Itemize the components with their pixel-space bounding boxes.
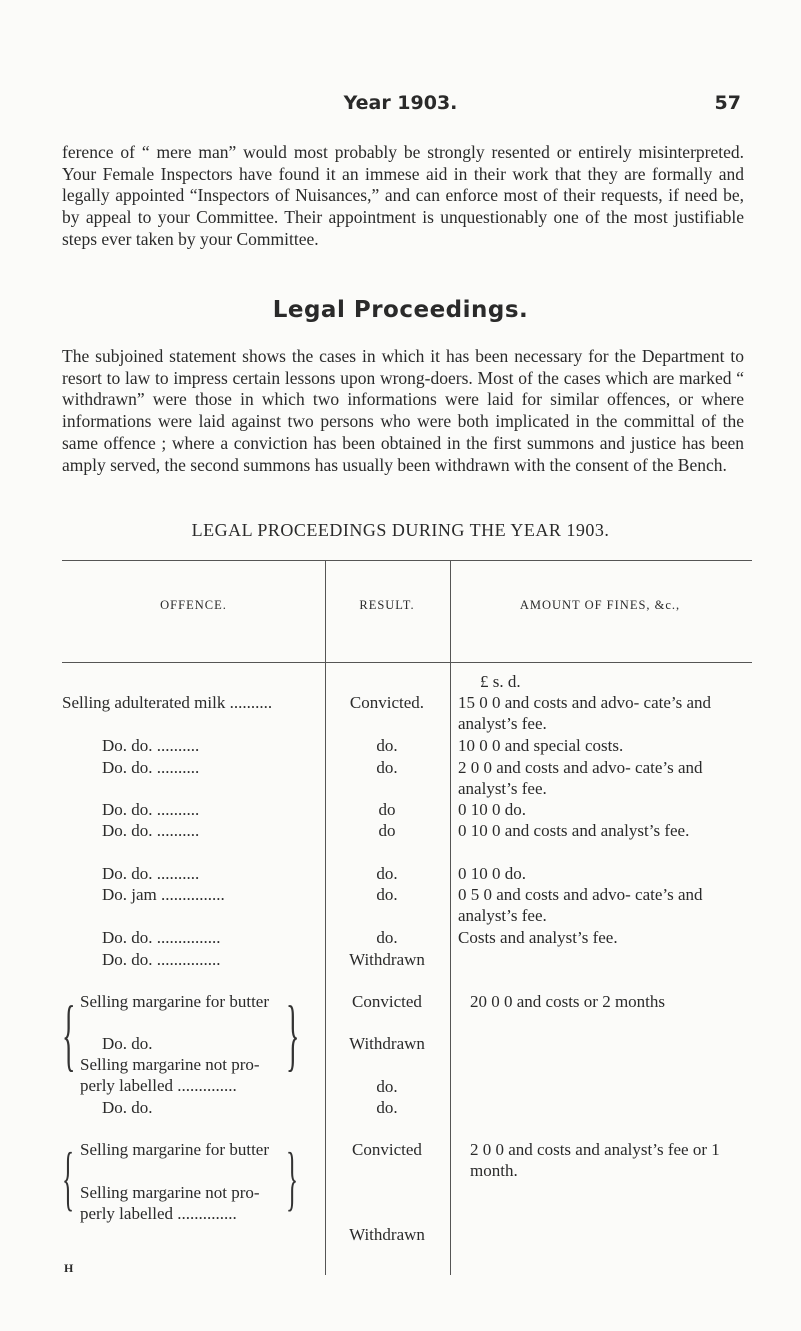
table-row-offence: Do. do. .......... (102, 758, 200, 777)
column-divider (325, 560, 326, 1275)
table-row-result: Withdrawn (349, 1034, 425, 1053)
table-row-amount: 20 0 0 and costs or 2 months (470, 992, 666, 1011)
table-row-result: Convicted (352, 992, 422, 1011)
table-row-result: do. (376, 928, 398, 947)
table-top-rule (62, 560, 752, 561)
left-brace: { (62, 991, 76, 1079)
section-heading: Legal Proceedings. (272, 297, 529, 323)
section-paragraph: The subjoined statement shows the cases in which it has been necessary for the Department to resort to law to impress certain lessons upon wrong-doers. Most of the cases which are marked “ withdrawn” were those in which two informations were laid for similar offences, or where informations were laid against two persons who were both implicated in the committal of the same offence ; where a conviction has been obtained in the first summons and justice has been amply served, the second summons has usually been withdrawn with the consent of the Bench. (62, 346, 744, 475)
header-amount: AMOUNT OF FINES, &c., (519, 598, 681, 612)
table-row-result: do. (376, 885, 398, 904)
table-row-amount: 10 0 0 and special costs. (458, 736, 624, 755)
table-row-offence: Do. do. .......... (102, 800, 200, 819)
table-row-amount: Costs and analyst’s fee. (458, 928, 618, 947)
table-row-offence: Selling margarine not pro- perly labelled .............. (80, 1183, 260, 1223)
table-row-result: do. (376, 864, 398, 883)
right-brace: } (286, 991, 300, 1079)
right-brace: } (286, 1138, 299, 1218)
header-offence: OFFENCE. (160, 598, 227, 612)
running-head (0, 92, 801, 122)
table-row-offence: Do. do. ............... (102, 928, 221, 947)
table-row-amount: 0 10 0 and costs and analyst’s fee. (458, 821, 690, 840)
table-row-offence: Do. do. (102, 1098, 153, 1117)
column-divider (450, 560, 451, 1275)
table-row-result: do (378, 800, 396, 819)
table-row-amount: 2 0 0 and costs and advo- cate’s and analyst’s fee. (458, 758, 703, 798)
table-row-result: Convicted (352, 1140, 422, 1159)
intro-paragraph: ference of “ mere man” would most probably be strongly resented or entirely misinterpreted. Your Female Inspectors have found it an immese aid in their work that they are formally and legally appointed “Inspectors of Nuisances,” and can enforce most of their requests, if need be, by appeal to your Committee. Their appointment is unquestionably one of the most justifiable steps ever taken by your Committee. (62, 142, 744, 249)
table-row-result: Withdrawn (349, 950, 425, 969)
signature-mark: H (64, 1261, 74, 1275)
table-row-offence: Do. jam ............... (102, 885, 225, 904)
table-row-result: do. (376, 736, 398, 755)
table-row-offence: Selling margarine for butter (80, 1140, 269, 1159)
table-header-rule (62, 662, 752, 663)
table-row-offence: Do. do. (102, 1034, 153, 1053)
table-row-amount: 15 0 0 and costs and advo- cate’s and analyst’s fee. (458, 693, 712, 733)
left-brace: { (62, 1138, 75, 1218)
table-row-result: Withdrawn (349, 1225, 425, 1244)
header-result: RESULT. (359, 598, 415, 612)
table-row-offence: Selling margarine not pro- perly labelled .............. (80, 1055, 260, 1095)
table-row-offence: Do. do. .......... (102, 864, 200, 883)
table-row-offence: Do. do. .......... (102, 821, 200, 840)
currency-header: £ s. d. (480, 672, 521, 691)
table-row-amount: 0 10 0 do. (458, 800, 526, 819)
table-row-result: do. (376, 1077, 398, 1096)
table-row-offence: Do. do. ............... (102, 950, 221, 969)
table-row-amount: 0 10 0 do. (458, 864, 526, 883)
table-row-amount: 2 0 0 and costs and analyst’s fee or 1 month. (470, 1140, 720, 1180)
table-row-offence: Selling adulterated milk .......... (62, 693, 273, 712)
table-row-result: Convicted. (349, 693, 425, 712)
table-row-offence: Do. do. .......... (102, 736, 200, 755)
table-row-offence: Selling margarine for butter (80, 992, 269, 1011)
table-row-result: do. (376, 758, 398, 777)
table-title: LEGAL PROCEEDINGS DURING THE YEAR 1903. (191, 520, 610, 540)
table-row-amount: 0 5 0 and costs and advo- cate’s and analyst’s fee. (458, 885, 703, 925)
table-row-result: do (378, 821, 396, 840)
table-row-result: do. (376, 1098, 398, 1117)
page-number: 57 (714, 92, 741, 114)
page-title: Year 1903. (343, 92, 458, 114)
